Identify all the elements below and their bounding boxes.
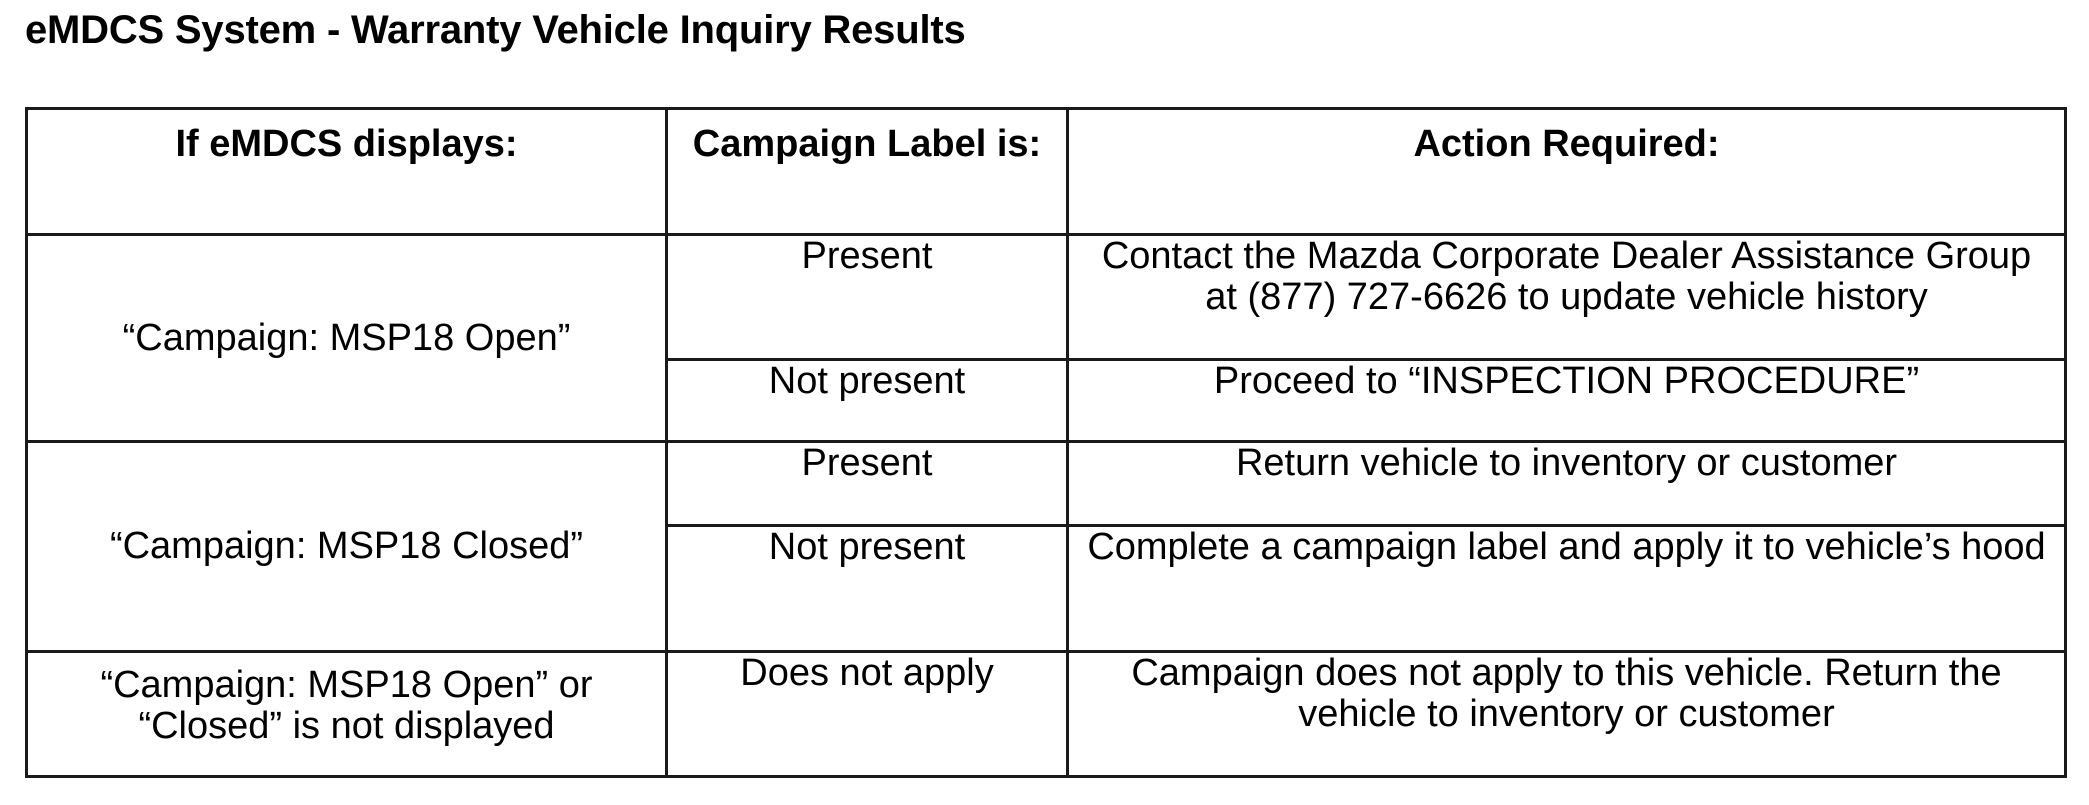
header-campaign-label: Campaign Label is:	[667, 109, 1068, 235]
display-cell-not-displayed: “Campaign: MSP18 Open” or “Closed” is not displayed	[27, 652, 667, 777]
table-header-row	[27, 109, 2066, 235]
label-cell: Not present	[667, 526, 1068, 652]
table-row	[27, 235, 2066, 360]
action-cell: Return vehicle to inventory or customer	[1068, 442, 2066, 526]
table-row	[27, 442, 2066, 526]
action-cell: Complete a campaign label and apply it to vehicle’s hood	[1068, 526, 2066, 652]
display-cell-open: “Campaign: MSP18 Open”	[27, 235, 667, 442]
label-cell: Present	[667, 235, 1068, 360]
table-row	[27, 652, 2066, 777]
display-cell-closed: “Campaign: MSP18 Closed”	[27, 442, 667, 652]
header-display: If eMDCS displays:	[27, 109, 667, 235]
inquiry-results-table	[25, 107, 2067, 778]
label-cell: Present	[667, 442, 1068, 526]
header-action-required: Action Required:	[1068, 109, 2066, 235]
document-title: eMDCS System - Warranty Vehicle Inquiry Results	[25, 8, 966, 52]
action-cell: Proceed to “INSPECTION PROCEDURE”	[1068, 360, 2066, 442]
label-cell: Does not apply	[667, 652, 1068, 777]
label-cell: Not present	[667, 360, 1068, 442]
action-cell: Contact the Mazda Corporate Dealer Assistance Group at (877) 727-6626 to update vehicle history	[1068, 235, 2066, 360]
action-cell: Campaign does not apply to this vehicle. Return the vehicle to inventory or customer	[1068, 652, 2066, 777]
